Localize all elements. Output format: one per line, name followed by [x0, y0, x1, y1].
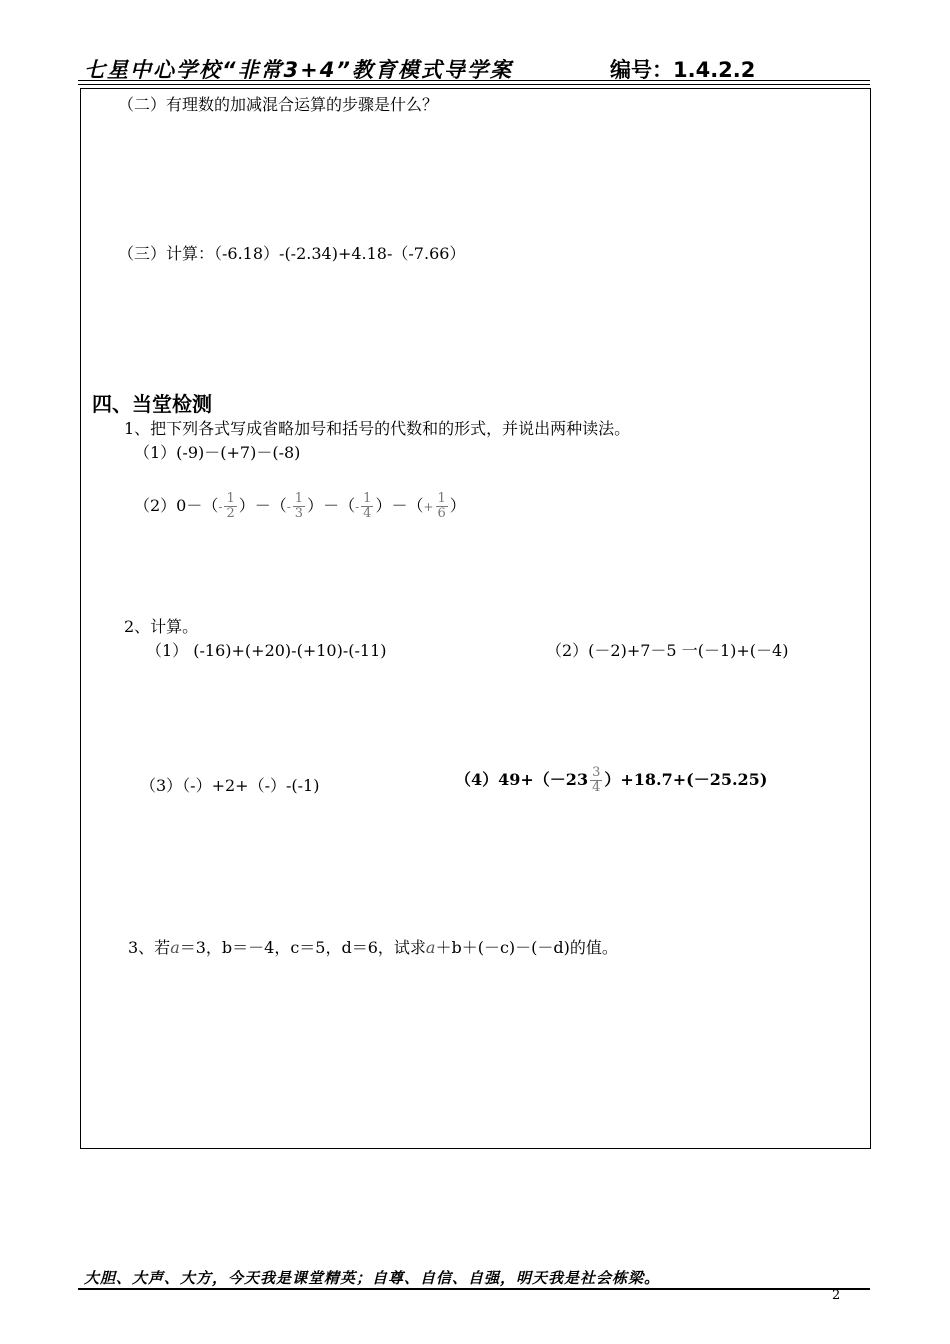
- exercise-2-3: （3）（-）+2+（-）-(-1): [140, 776, 320, 795]
- fraction-4: [436, 492, 448, 521]
- exercise-3-prefix: 3、若: [128, 938, 171, 957]
- section-4-title: 四、当堂检测: [92, 392, 212, 416]
- fraction-mixed: [590, 766, 602, 795]
- expr-separator-3: ）－（: [375, 496, 424, 515]
- exercise-1-2: [134, 492, 466, 521]
- fraction-denominator: 4: [592, 780, 601, 795]
- expr-suffix: ）+18.7+(－25.25): [604, 770, 768, 789]
- exercise-2-1: （1） (-16)+(+20)-(+10)-(-11): [146, 641, 387, 660]
- expr-separator-1: ）－（: [238, 496, 287, 515]
- fraction-3-denominator: 4: [363, 506, 372, 521]
- exercise-2-2: （2）(－2)+7－5 一(－1)+(－4): [546, 641, 789, 660]
- fraction-2-numerator: 1: [294, 491, 304, 506]
- expr-prefix: （2）0－（: [134, 496, 219, 515]
- sign-1: -: [218, 500, 223, 514]
- fraction-4-numerator: 1: [437, 491, 446, 506]
- expr-separator-2: ）－（: [307, 496, 356, 515]
- fraction-2: [293, 492, 305, 521]
- exercise-2-title: 2、计算。: [124, 617, 199, 636]
- fraction-1-numerator: 1: [226, 491, 235, 506]
- exercise-1-title: 1、把下列各式写成省略加号和括号的代数和的形式，并说出两种读法。: [124, 419, 631, 438]
- expr-suffix: ）: [449, 496, 466, 515]
- question-2: （二）有理数的加减混合运算的步骤是什么？: [118, 95, 439, 114]
- page-number: 2: [832, 1288, 841, 1303]
- sign-3: -: [355, 500, 360, 514]
- expr-prefix: （4）49+（－23: [455, 770, 589, 789]
- variable-a-2: a: [425, 938, 436, 957]
- sign-2: -: [286, 500, 291, 514]
- sign-4: +: [423, 500, 434, 514]
- fraction-1-denominator: 2: [226, 506, 235, 521]
- variable-a: a: [170, 938, 180, 957]
- header-rule-inner: [78, 84, 870, 85]
- exercise-3-suffix: ＋b＋(－c)－(－d)的值。: [435, 938, 618, 957]
- footer-motto: 大胆、大声、大方，今天我是课堂精英；自尊、自信、自强，明天我是社会栋梁。: [84, 1269, 661, 1287]
- fraction-2-denominator: 3: [294, 506, 304, 521]
- exercise-1-1: （1）(-9)－(+7)－(-8): [134, 443, 301, 462]
- header-rule: [78, 80, 870, 81]
- footer-rule: [78, 1288, 870, 1290]
- header-title: 七星中心学校“非常3+4”教育模式导学案: [84, 58, 513, 82]
- fraction-1: [224, 492, 236, 521]
- question-3: （三）计算：（-6.18）-(-2.34)+4.18-（-7.66）: [118, 244, 466, 263]
- exercise-2-4: [455, 766, 767, 795]
- exercise-3-mid: ＝3，b＝－4，c＝5，d＝6，试求: [179, 938, 426, 957]
- fraction-3: [361, 492, 373, 521]
- document-code: 编号：1.4.2.2: [610, 58, 756, 82]
- fraction-numerator: 3: [592, 765, 601, 780]
- fraction-3-numerator: 1: [363, 491, 372, 506]
- exercise-3: [128, 935, 618, 958]
- fraction-4-denominator: 6: [437, 506, 446, 521]
